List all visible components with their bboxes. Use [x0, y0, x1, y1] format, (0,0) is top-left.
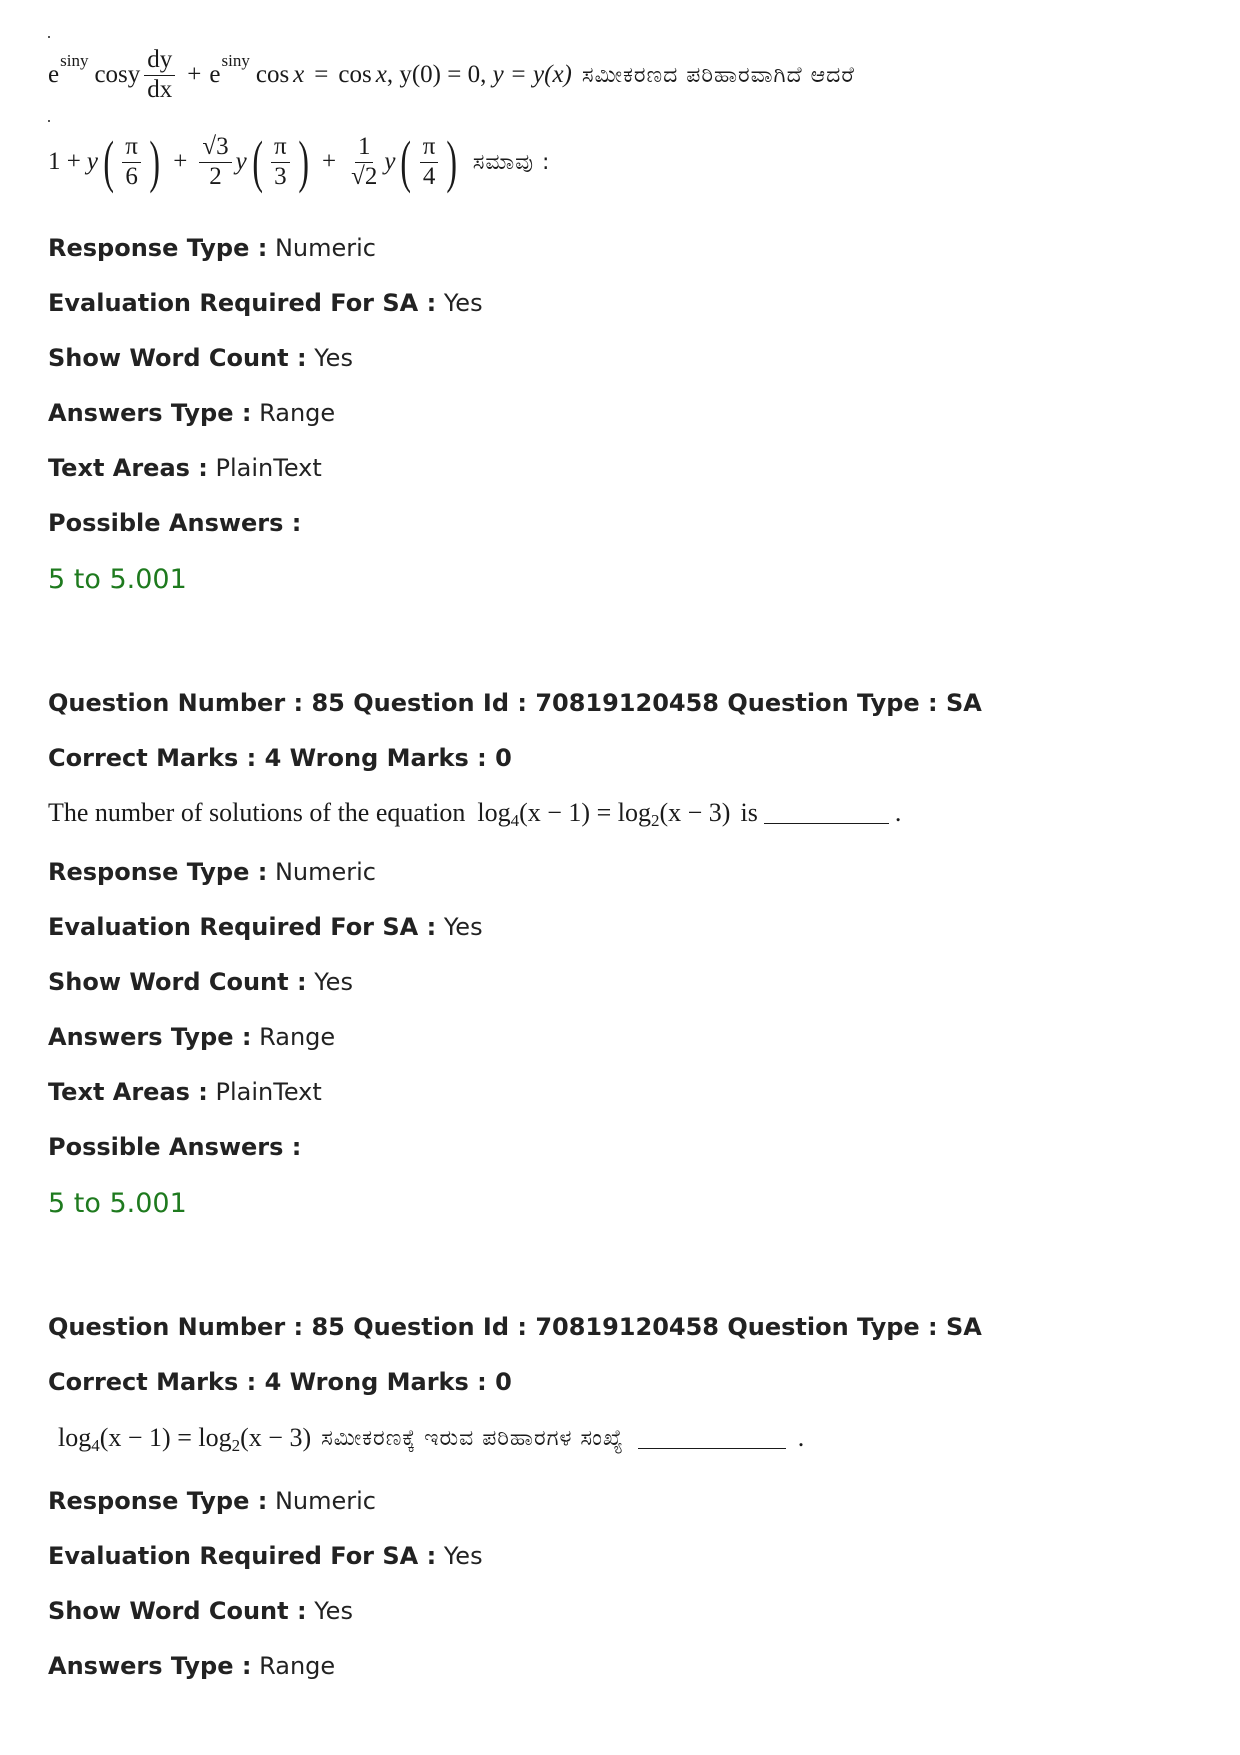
- field-row: [48, 288, 483, 318]
- field-label: Possible Answers :: [48, 509, 302, 537]
- question-header-text: Question Number : 85 Question Id : 70819120458 Question Type : SA: [48, 689, 982, 717]
- math-operator: +: [187, 61, 202, 88]
- question-text: The number of solutions of the equation: [48, 798, 466, 827]
- field-row: [48, 1486, 376, 1516]
- possible-answer: 5 to 5.001: [48, 1188, 187, 1219]
- field-row: [48, 1077, 322, 1107]
- math-subscript: 4: [91, 1436, 100, 1455]
- field-label: Answers Type :: [48, 1023, 252, 1051]
- math-numerator: π: [271, 134, 290, 162]
- question-marks-text: Correct Marks : 4 Wrong Marks : 0: [48, 744, 512, 772]
- field-value: Yes: [443, 289, 483, 317]
- field-label: Show Word Count :: [48, 1597, 307, 1625]
- field-row: [48, 1651, 335, 1681]
- field-value: Range: [259, 399, 336, 427]
- field-label: Evaluation Required For SA :: [48, 1542, 437, 1570]
- math-symbol: cos: [338, 61, 372, 88]
- field-label: Answers Type :: [48, 1652, 252, 1680]
- math-numerator: 1: [355, 134, 374, 162]
- question-header: [48, 688, 982, 718]
- math-denominator: 6: [125, 162, 138, 190]
- field-label: Possible Answers :: [48, 1133, 302, 1161]
- math-fraction: [122, 134, 141, 190]
- field-label: Show Word Count :: [48, 968, 307, 996]
- math-numerator: √3: [199, 134, 231, 162]
- question-marks: [48, 743, 512, 773]
- math-denominator: 4: [422, 162, 436, 190]
- math-numerator: dy: [144, 47, 175, 75]
- question-marks-text: Correct Marks : 4 Wrong Marks : 0: [48, 1368, 512, 1396]
- math-fraction: [144, 47, 175, 103]
- field-value: Yes: [314, 968, 353, 996]
- math-symbol: e: [48, 61, 60, 88]
- math-operator: +: [173, 148, 188, 175]
- math-argument: (x − 1) =: [99, 1423, 199, 1452]
- math-symbol: log: [58, 1423, 92, 1452]
- scan-dot: [48, 36, 50, 38]
- math-fraction: [199, 134, 231, 190]
- math-symbol: cosy: [94, 61, 141, 88]
- math-subscript: 2: [231, 1436, 241, 1455]
- field-label: Answers Type :: [48, 399, 252, 427]
- field-label: Show Word Count :: [48, 344, 307, 372]
- kannada-text: ಸಮೀಕರಣಕ್ಕೆ ಇರುವ ಪರಿಹಾರಗಳ ಸಂಖ್ಯೆ: [321, 1425, 624, 1451]
- field-row: [48, 857, 376, 887]
- kannada-text: ಸಮಾವು :: [472, 149, 551, 175]
- question-header: [48, 1312, 982, 1342]
- math-argument: (x − 1) =: [519, 798, 618, 827]
- math-symbol: cos: [255, 61, 290, 88]
- field-value: Yes: [443, 1542, 483, 1570]
- math-numerator: π: [122, 134, 141, 162]
- math-numerator: π: [420, 134, 439, 162]
- possible-answer: 5 to 5.001: [48, 564, 187, 595]
- field-row: [48, 1022, 335, 1052]
- math-denominator: 2: [209, 162, 222, 190]
- math-fraction: [271, 134, 290, 190]
- q85-english-question: [48, 793, 901, 833]
- math-operator: =: [314, 61, 329, 88]
- math-condition: , y(0) = 0,: [386, 61, 493, 88]
- math-variable: y: [384, 148, 396, 175]
- field-row: [48, 453, 322, 483]
- field-row: [48, 1596, 353, 1626]
- math-argument: (x − 3): [240, 1423, 312, 1452]
- question-text: is: [740, 798, 758, 827]
- field-value: Range: [259, 1652, 336, 1680]
- math-variable: y: [235, 148, 247, 175]
- field-label: Evaluation Required For SA :: [48, 913, 437, 941]
- field-label: Response Type :: [48, 858, 268, 886]
- math-exponent: siny: [60, 51, 89, 70]
- field-label: Text Areas :: [48, 1078, 208, 1106]
- field-row: [48, 398, 335, 428]
- q84-expression-line: [48, 122, 550, 202]
- math-symbol: log: [617, 798, 651, 827]
- field-value: PlainText: [215, 1078, 322, 1106]
- field-row: [48, 1541, 483, 1571]
- answer-blank: [638, 1428, 786, 1449]
- q85-kannada-question: [58, 1417, 804, 1459]
- field-row: [48, 233, 376, 263]
- field-row: [48, 508, 301, 538]
- math-variable: x: [375, 61, 387, 88]
- math-punctuation: .: [894, 798, 902, 827]
- math-denominator: 3: [274, 162, 287, 190]
- question-marks: [48, 1367, 512, 1397]
- field-row: [48, 912, 483, 942]
- field-value: Yes: [443, 913, 483, 941]
- field-label: Response Type :: [48, 1487, 268, 1515]
- math-denominator: √2: [351, 162, 378, 190]
- math-parenthesis-group: ( $\frac{\pi}{3}$ ): [252, 129, 309, 194]
- field-value: Yes: [314, 344, 353, 372]
- math-fraction: [420, 134, 439, 190]
- field-row: [48, 967, 353, 997]
- math-argument: (x − 3): [659, 798, 731, 827]
- math-condition: y = y(x): [492, 61, 572, 88]
- question-header-text: Question Number : 85 Question Id : 70819120458 Question Type : SA: [48, 1313, 982, 1341]
- field-row: [48, 343, 353, 373]
- math-fraction: [348, 134, 380, 190]
- math-variable: y: [86, 148, 98, 175]
- math-symbol: log: [477, 798, 511, 827]
- field-label: Text Areas :: [48, 454, 208, 482]
- field-value: Numeric: [274, 858, 376, 886]
- math-punctuation: .: [797, 1423, 805, 1452]
- answer-blank: [764, 803, 889, 824]
- math-variable: x: [293, 61, 305, 88]
- math-denominator: dx: [147, 75, 173, 103]
- field-label: Response Type :: [48, 234, 268, 262]
- field-label: Evaluation Required For SA :: [48, 289, 437, 317]
- kannada-text: ಸಮೀಕರಣದ ಪರಿಹಾರವಾಗಿದೆ ಆದರೆ: [581, 62, 855, 88]
- math-operator: +: [321, 148, 337, 175]
- math-parenthesis-group: ( $\frac{\pi}{6}$ ): [103, 129, 160, 194]
- math-exponent: siny: [221, 51, 250, 70]
- q84-equation-line: [48, 40, 855, 110]
- math-term: 1 +: [48, 148, 81, 175]
- math-symbol: log: [198, 1423, 232, 1452]
- field-value: Numeric: [274, 1487, 376, 1515]
- math-symbol: e: [209, 61, 221, 88]
- field-value: Numeric: [274, 234, 376, 262]
- field-value: PlainText: [215, 454, 322, 482]
- math-parenthesis-group: ( $\frac{\pi}{4}$ ): [400, 129, 458, 194]
- field-row: [48, 1132, 301, 1162]
- field-value: Yes: [314, 1597, 353, 1625]
- math-subscript: 4: [510, 811, 520, 830]
- math-subscript: 2: [650, 811, 660, 830]
- field-value: Range: [259, 1023, 336, 1051]
